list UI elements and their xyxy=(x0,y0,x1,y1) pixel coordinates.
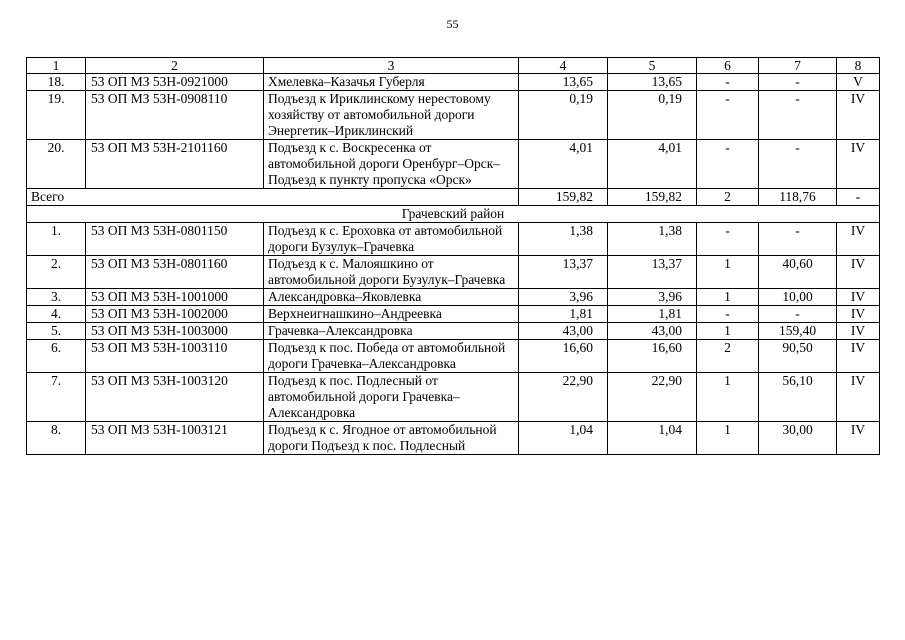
cell-col6: 1 xyxy=(697,323,759,340)
cell-col6: - xyxy=(697,74,759,91)
section-title: Грачевский район xyxy=(27,206,880,223)
cell-col6: 1 xyxy=(697,422,759,455)
row-number: 3. xyxy=(27,289,86,306)
table-row xyxy=(27,256,880,289)
row-number: 19. xyxy=(27,91,86,140)
cell-col6: 1 xyxy=(697,373,759,422)
cell-col8: IV xyxy=(837,422,880,455)
road-code: 53 ОП МЗ 53Н-1003000 xyxy=(86,323,264,340)
cell-col4: 1,81 xyxy=(519,306,608,323)
total-row xyxy=(27,189,880,206)
cell-col7: - xyxy=(759,223,837,256)
road-code: 53 ОП МЗ 53Н-0921000 xyxy=(86,74,264,91)
row-number: 8. xyxy=(27,422,86,455)
column-header: 2 xyxy=(86,58,264,74)
cell-col6: 1 xyxy=(697,256,759,289)
row-number: 1. xyxy=(27,223,86,256)
cell-col4: 13,65 xyxy=(519,74,608,91)
cell-col7: 56,10 xyxy=(759,373,837,422)
road-name: Подъезд к с. Воскресенка от автомобильной дороги Оренбург–Орск–Подъезд к пункту пропуска «Орск» xyxy=(264,140,519,189)
road-code: 53 ОП МЗ 53Н-1002000 xyxy=(86,306,264,323)
cell-col6: 2 xyxy=(697,340,759,373)
cell-col5: 43,00 xyxy=(608,323,697,340)
cell-col5: 0,19 xyxy=(608,91,697,140)
row-number: 2. xyxy=(27,256,86,289)
cell-col5: 13,37 xyxy=(608,256,697,289)
road-name: Александровка–Яковлевка xyxy=(264,289,519,306)
table-row xyxy=(27,91,880,140)
cell-col7: 90,50 xyxy=(759,340,837,373)
cell-col5: 22,90 xyxy=(608,373,697,422)
table-row xyxy=(27,223,880,256)
cell-col6: - xyxy=(697,223,759,256)
cell-col8: IV xyxy=(837,373,880,422)
road-code: 53 ОП МЗ 53Н-0801160 xyxy=(86,256,264,289)
cell-col4: 0,19 xyxy=(519,91,608,140)
table-row xyxy=(27,74,880,91)
cell-col6: 1 xyxy=(697,289,759,306)
row-number: 20. xyxy=(27,140,86,189)
road-name: Верхнеигнашкино–Андреевка xyxy=(264,306,519,323)
column-header: 5 xyxy=(608,58,697,74)
road-name: Подъезд к с. Ероховка от автомобильной дороги Бузулук–Грачевка xyxy=(264,223,519,256)
road-code: 53 ОП МЗ 53Н-1003120 xyxy=(86,373,264,422)
cell-col5: 13,65 xyxy=(608,74,697,91)
cell-col5: 1,81 xyxy=(608,306,697,323)
road-name: Подъезд к с. Ягодное от автомобильной дороги Подъезд к пос. Подлесный xyxy=(264,422,519,455)
cell-col5: 3,96 xyxy=(608,289,697,306)
road-code: 53 ОП МЗ 53Н-1003110 xyxy=(86,340,264,373)
page-number: 55 xyxy=(446,17,459,31)
row-number: 5. xyxy=(27,323,86,340)
cell-col6: - xyxy=(697,306,759,323)
cell-col7: - xyxy=(759,306,837,323)
row-number: 4. xyxy=(27,306,86,323)
road-code: 53 ОП МЗ 53Н-0801150 xyxy=(86,223,264,256)
cell-col7: 30,00 xyxy=(759,422,837,455)
cell-col5: 4,01 xyxy=(608,140,697,189)
cell-col5: 16,60 xyxy=(608,340,697,373)
row-number: 6. xyxy=(27,340,86,373)
road-code: 53 ОП МЗ 53Н-1003121 xyxy=(86,422,264,455)
column-header: 8 xyxy=(837,58,880,74)
cell-col4: 43,00 xyxy=(519,323,608,340)
cell-col6: - xyxy=(697,140,759,189)
table-row xyxy=(27,340,880,373)
road-code: 53 ОП МЗ 53Н-0908110 xyxy=(86,91,264,140)
cell-col7: - xyxy=(759,74,837,91)
table-row xyxy=(27,306,880,323)
column-header-row xyxy=(27,58,880,74)
road-name: Подъезд к пос. Победа от автомобильной дороги Грачевка–Александровка xyxy=(264,340,519,373)
total-label: Всего xyxy=(27,189,519,206)
road-name: Подъезд к Ириклинскому нерестовому хозяйству от автомобильной дороги Энергетик–Ириклинский xyxy=(264,91,519,140)
cell-col6: - xyxy=(697,91,759,140)
road-name: Хмелевка–Казачья Губерля xyxy=(264,74,519,91)
road-code: 53 ОП МЗ 53Н-2101160 xyxy=(86,140,264,189)
cell-col8: IV xyxy=(837,323,880,340)
cell-col8: IV xyxy=(837,340,880,373)
cell-col4: 16,60 xyxy=(519,340,608,373)
table-row xyxy=(27,289,880,306)
cell-col8: IV xyxy=(837,289,880,306)
total-col4: 159,82 xyxy=(519,189,608,206)
cell-col8: IV xyxy=(837,140,880,189)
section-row xyxy=(27,206,880,223)
cell-col5: 1,04 xyxy=(608,422,697,455)
table-row xyxy=(27,140,880,189)
cell-col4: 22,90 xyxy=(519,373,608,422)
column-header: 3 xyxy=(264,58,519,74)
cell-col4: 3,96 xyxy=(519,289,608,306)
cell-col8: IV xyxy=(837,306,880,323)
total-col7: 118,76 xyxy=(759,189,837,206)
cell-col7: 40,60 xyxy=(759,256,837,289)
cell-col8: IV xyxy=(837,223,880,256)
cell-col7: 10,00 xyxy=(759,289,837,306)
column-header: 7 xyxy=(759,58,837,74)
cell-col4: 1,38 xyxy=(519,223,608,256)
column-header: 4 xyxy=(519,58,608,74)
cell-col5: 1,38 xyxy=(608,223,697,256)
table-row xyxy=(27,323,880,340)
road-name: Подъезд к пос. Подлесный от автомобильной дороги Грачевка–Александровка xyxy=(264,373,519,422)
row-number: 18. xyxy=(27,74,86,91)
row-number: 7. xyxy=(27,373,86,422)
cell-col4: 13,37 xyxy=(519,256,608,289)
table-row xyxy=(27,373,880,422)
road-code: 53 ОП МЗ 53Н-1001000 xyxy=(86,289,264,306)
cell-col8: IV xyxy=(837,256,880,289)
column-header: 6 xyxy=(697,58,759,74)
cell-col7: - xyxy=(759,140,837,189)
table-row xyxy=(27,422,880,455)
road-name: Грачевка–Александровка xyxy=(264,323,519,340)
column-header: 1 xyxy=(27,58,86,74)
cell-col4: 4,01 xyxy=(519,140,608,189)
cell-col8: IV xyxy=(837,91,880,140)
road-name: Подъезд к с. Малояшкино от автомобильной дороги Бузулук–Грачевка xyxy=(264,256,519,289)
roads-table xyxy=(26,57,880,455)
total-col5: 159,82 xyxy=(608,189,697,206)
total-col6: 2 xyxy=(697,189,759,206)
cell-col7: 159,40 xyxy=(759,323,837,340)
cell-col4: 1,04 xyxy=(519,422,608,455)
total-col8: - xyxy=(837,189,880,206)
cell-col7: - xyxy=(759,91,837,140)
cell-col8: V xyxy=(837,74,880,91)
